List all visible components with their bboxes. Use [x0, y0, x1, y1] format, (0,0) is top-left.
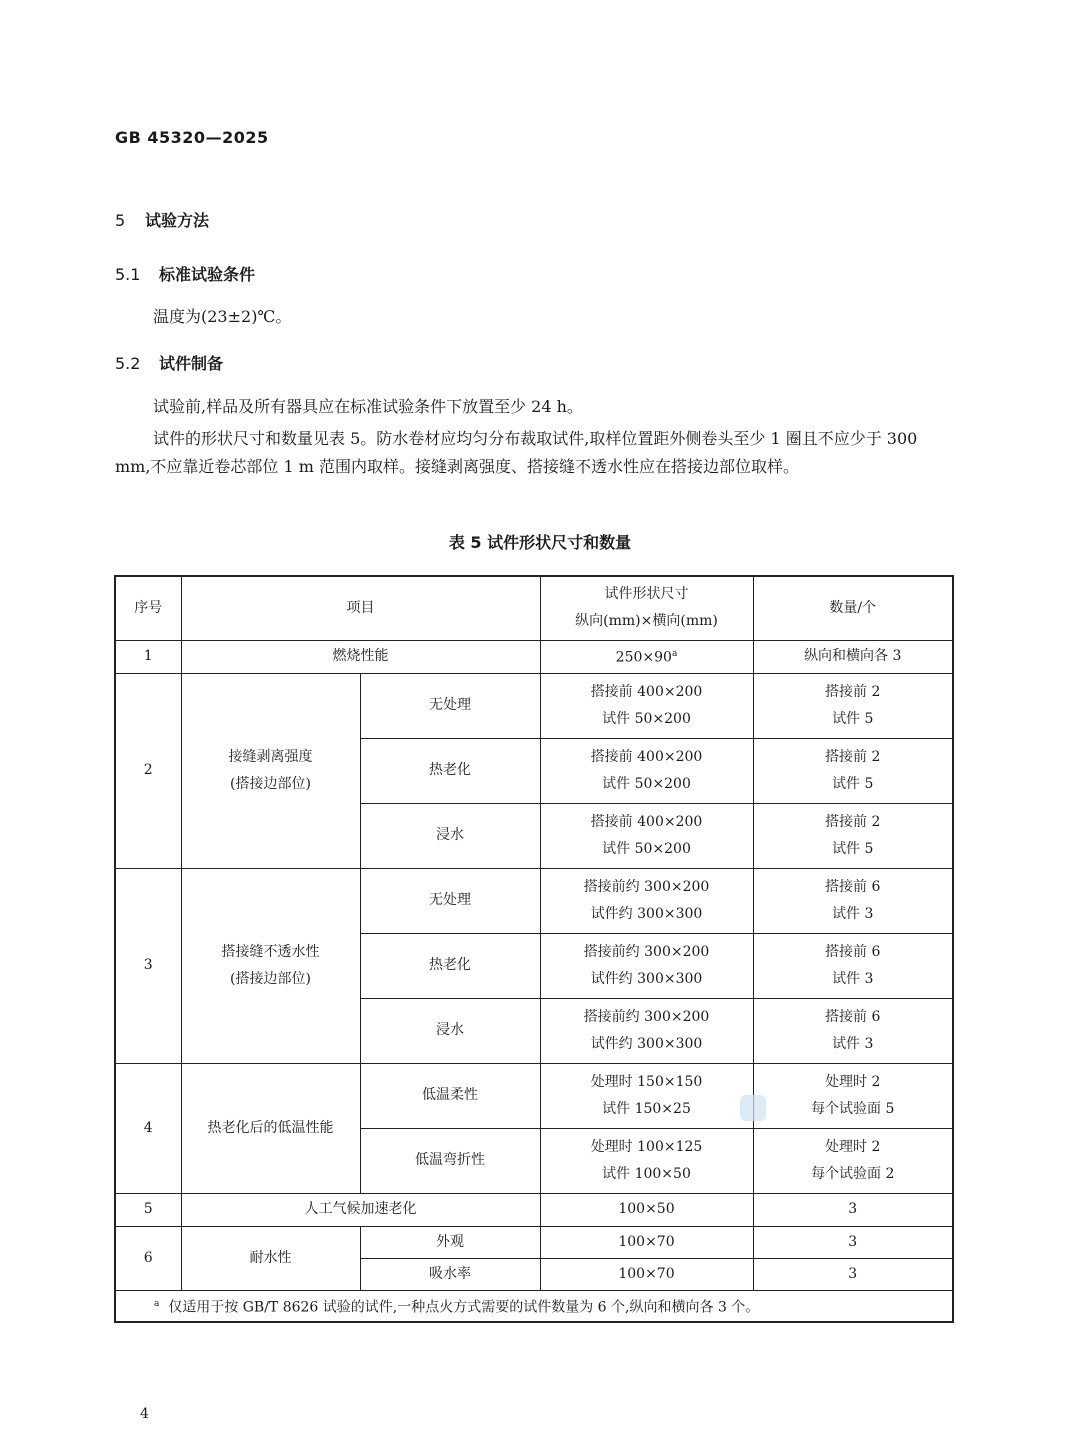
table-header-row: [115, 576, 953, 640]
section-title: 试件制备: [159, 354, 224, 373]
cell-qty: 3: [753, 1193, 953, 1226]
specimen-table: [114, 575, 954, 1323]
paragraph-conditioning: 试验前,样品及所有器具应在标准试验条件下放置至少 24 h。: [153, 397, 583, 416]
section-number: 5.1: [115, 265, 141, 284]
watermark-icon: [740, 1095, 766, 1121]
header-size-line2: 纵向(mm)×横向(mm): [575, 613, 718, 630]
cell-subitem: 无处理: [360, 868, 540, 933]
cell-qty: 处理时 2 每个试验面 5: [753, 1063, 953, 1128]
cell-subitem: 低温柔性: [360, 1063, 540, 1128]
cell-qty: 搭接前 6 试件 3: [753, 998, 953, 1063]
cell-size: 搭接前约 300×200 试件约 300×300: [540, 933, 753, 998]
header-size-line1: 试件形状尺寸: [604, 586, 689, 603]
table-row: [115, 1063, 953, 1128]
cell-subitem: 外观: [360, 1226, 540, 1258]
cell-seq: 3: [115, 868, 181, 1063]
section-number: 5.2: [115, 354, 141, 373]
cell-size: 搭接前约 300×200 试件约 300×300: [540, 868, 753, 933]
cell-size: 搭接前约 300×200 试件约 300×300: [540, 998, 753, 1063]
cell-subitem: 无处理: [360, 673, 540, 738]
cell-subitem: 热老化: [360, 738, 540, 803]
cell-seq: 1: [115, 640, 181, 673]
cell-item: 接缝剥离强度 (搭接边部位): [181, 673, 360, 868]
cell-subitem: 低温弯折性: [360, 1128, 540, 1193]
cell-seq: 5: [115, 1193, 181, 1226]
section-title: 标准试验条件: [159, 265, 256, 284]
cell-qty: 搭接前 6 试件 3: [753, 933, 953, 998]
paragraph-sampling: 试件的形状尺寸和数量见表 5。防水卷材应均匀分布裁取试件,取样位置距外侧卷头至少 1 圈且不应少于 300 mm,不应靠近卷芯部位 1 m 范围内取样。接缝剥离强度、搭接缝不透水性应在搭接边部位取样。: [115, 429, 918, 476]
cell-subitem: 热老化: [360, 933, 540, 998]
footnote-marker: a: [154, 1298, 160, 1309]
cell-size: 处理时 150×150 试件 150×25: [540, 1063, 753, 1128]
table-row: [115, 1226, 953, 1258]
cell-qty: 纵向和横向各 3: [753, 640, 953, 673]
cell-item: 搭接缝不透水性 (搭接边部位): [181, 868, 360, 1063]
page-number: 4: [140, 1406, 149, 1422]
cell-size: 搭接前 400×200 试件 50×200: [540, 673, 753, 738]
cell-subitem: 浸水: [360, 998, 540, 1063]
cell-seq: 2: [115, 673, 181, 868]
cell-qty: 搭接前 6 试件 3: [753, 868, 953, 933]
footnote-marker: a: [671, 649, 678, 660]
cell-qty: 处理时 2 每个试验面 2: [753, 1128, 953, 1193]
cell-seq: 6: [115, 1226, 181, 1290]
section-5-1-heading: [115, 262, 255, 285]
section-title: 试验方法: [145, 211, 210, 230]
header-seq: 序号: [115, 576, 181, 640]
cell-qty: 3: [753, 1226, 953, 1258]
table-row: [115, 1193, 953, 1226]
cell-qty: 3: [753, 1258, 953, 1290]
cell-item: 热老化后的低温性能: [181, 1063, 360, 1193]
cell-item: 人工气候加速老化: [181, 1193, 540, 1226]
cell-size: 100×50: [540, 1193, 753, 1226]
temperature-text: 温度为(23±2)℃。: [153, 307, 292, 326]
table-footnote: $^a$ 仅适用于按 GB/T 8626 试验的试件,一种点火方式需要的试件数量为 6 个,纵向和横向各 3 个。: [115, 1290, 953, 1322]
cell-subitem: 浸水: [360, 803, 540, 868]
cell-size: 搭接前 400×200 试件 50×200: [540, 803, 753, 868]
section-number: 5: [115, 211, 126, 230]
cell-qty: 搭接前 2 试件 5: [753, 673, 953, 738]
table-note-row: [115, 1290, 953, 1322]
cell-size: 处理时 100×125 试件 100×50: [540, 1128, 753, 1193]
table-caption: 表 5 试件形状尺寸和数量: [448, 533, 632, 552]
section-5-heading: [115, 208, 209, 231]
cell-item: 燃烧性能: [181, 640, 540, 673]
table-row: [115, 640, 953, 673]
cell-subitem: 吸水率: [360, 1258, 540, 1290]
header-qty: 数量/个: [753, 576, 953, 640]
cell-item: 耐水性: [181, 1226, 360, 1290]
section-5-2-heading: [115, 351, 223, 374]
cell-qty: 搭接前 2 试件 5: [753, 738, 953, 803]
table-row: [115, 673, 953, 738]
table-row: [115, 868, 953, 933]
cell-seq: 4: [115, 1063, 181, 1193]
header-size: [540, 576, 753, 640]
cell-qty: 搭接前 2 试件 5: [753, 803, 953, 868]
cell-size: 搭接前 400×200 试件 50×200: [540, 738, 753, 803]
header-item: 项目: [181, 576, 540, 640]
cell-size: $250\times 90^a$: [540, 640, 753, 673]
standard-code: GB 45320—2025: [115, 128, 269, 147]
cell-size: 100×70: [540, 1226, 753, 1258]
cell-size: 100×70: [540, 1258, 753, 1290]
